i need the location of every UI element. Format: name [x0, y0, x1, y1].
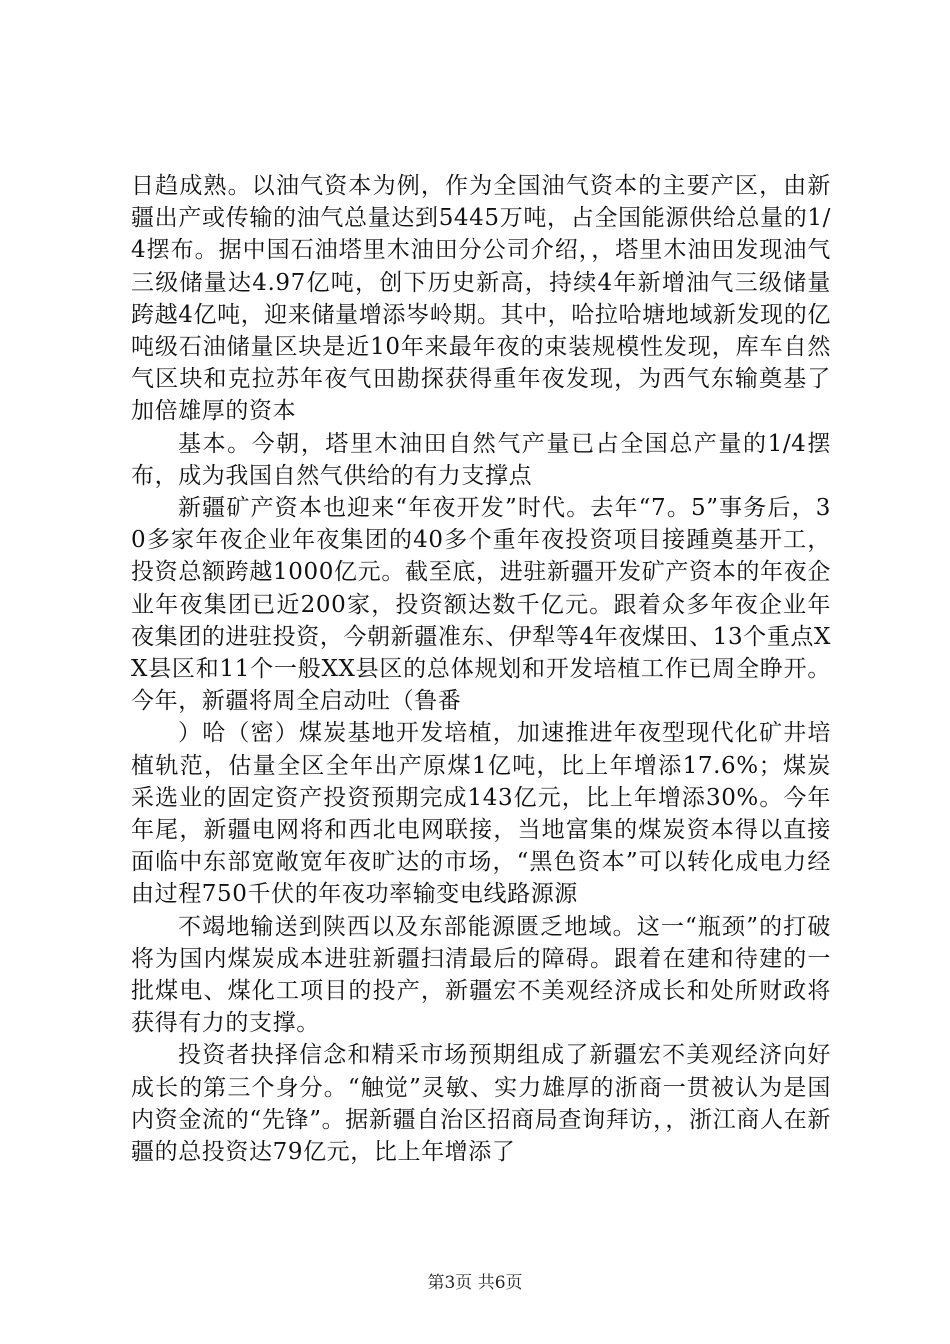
page-number-footer: 第3页 共6页 — [427, 1273, 523, 1293]
document-body — [131, 170, 831, 1168]
paragraph-3: 新疆矿产资本也迎来“年夜开发”时代。去年“7。5”事务后，30多家年夜企业年夜集团的40多个重年夜投资项目接踵奠基开工，投资总额跨越1000亿元。截至底，进驻新疆开发矿产资本的年夜企业年夜集团已近200家，投资额达数千亿元。跟着众多年夜企业年夜集团的进驻投资，今朝新疆准东、伊犁等4年夜煤田、13个重点XX县区和11个一般XX县区的总体规划和开发培植工作已周全睁开。今年，新疆将周全启动吐（鲁番 — [131, 495, 831, 715]
paragraph-2: 基本。今朝，塔里木油田自然气产量已占全国总产量的1/4摆布，成为我国自然气供给的有力支撑点 — [131, 430, 831, 489]
paragraph-5: 不竭地输送到陕西以及东部能源匮乏地域。这一“瓶颈”的打破将为国内煤炭成本进驻新疆扫清最后的障碍。跟着在建和待建的一批煤电、煤化工项目的投产，新疆宏不美观经济成长和处所财政将获得有力的支撑。 — [131, 913, 831, 1037]
paragraph-6: 投资者抉择信念和精采市场预期组成了新疆宏不美观经济向好成长的第三个身分。“触觉”灵敏、实力雄厚的浙商一贯被认为是国内资金流的“先锋”。据新疆自治区招商局查询拜访，，浙江商人在新疆的总投资达79亿元，比上年增添了 — [131, 1042, 831, 1166]
paragraph-1: 日趋成熟。以油气资本为例，作为全国油气资本的主要产区，由新疆出产或传输的油气总量达到5445万吨，占全国能源供给总量的1/4摆布。据中国石油塔里木油田分公司介绍，，塔里木油田发现油气三级储量达4.97亿吨，创下历史新高，持续4年新增油气三级储量跨越4亿吨，迎来储量增添岑岭期。其中，哈拉哈塘地域新发现的亿吨级石油储量区块是近10年来最年夜的束装规模性发现，库车自然气区块和克拉苏年夜气田勘探获得重年夜发现，为西气东输奠基了加倍雄厚的资本 — [131, 173, 831, 425]
paragraph-4: ）哈（密）煤炭基地开发培植，加速推进年夜型现代化矿井培植轨范，估量全区全年出产原煤1亿吨，比上年增添17.6%；煤炭采选业的固定资产投资预期完成143亿元，比上年增添30%。今年年尾，新疆电网将和西北电网联接，当地富集的煤炭资本得以直接面临中东部宽敞宽年夜旷达的市场，“黑色资本”可以转化成电力经由过程750千伏的年夜功率输变电线路源源 — [131, 720, 831, 908]
